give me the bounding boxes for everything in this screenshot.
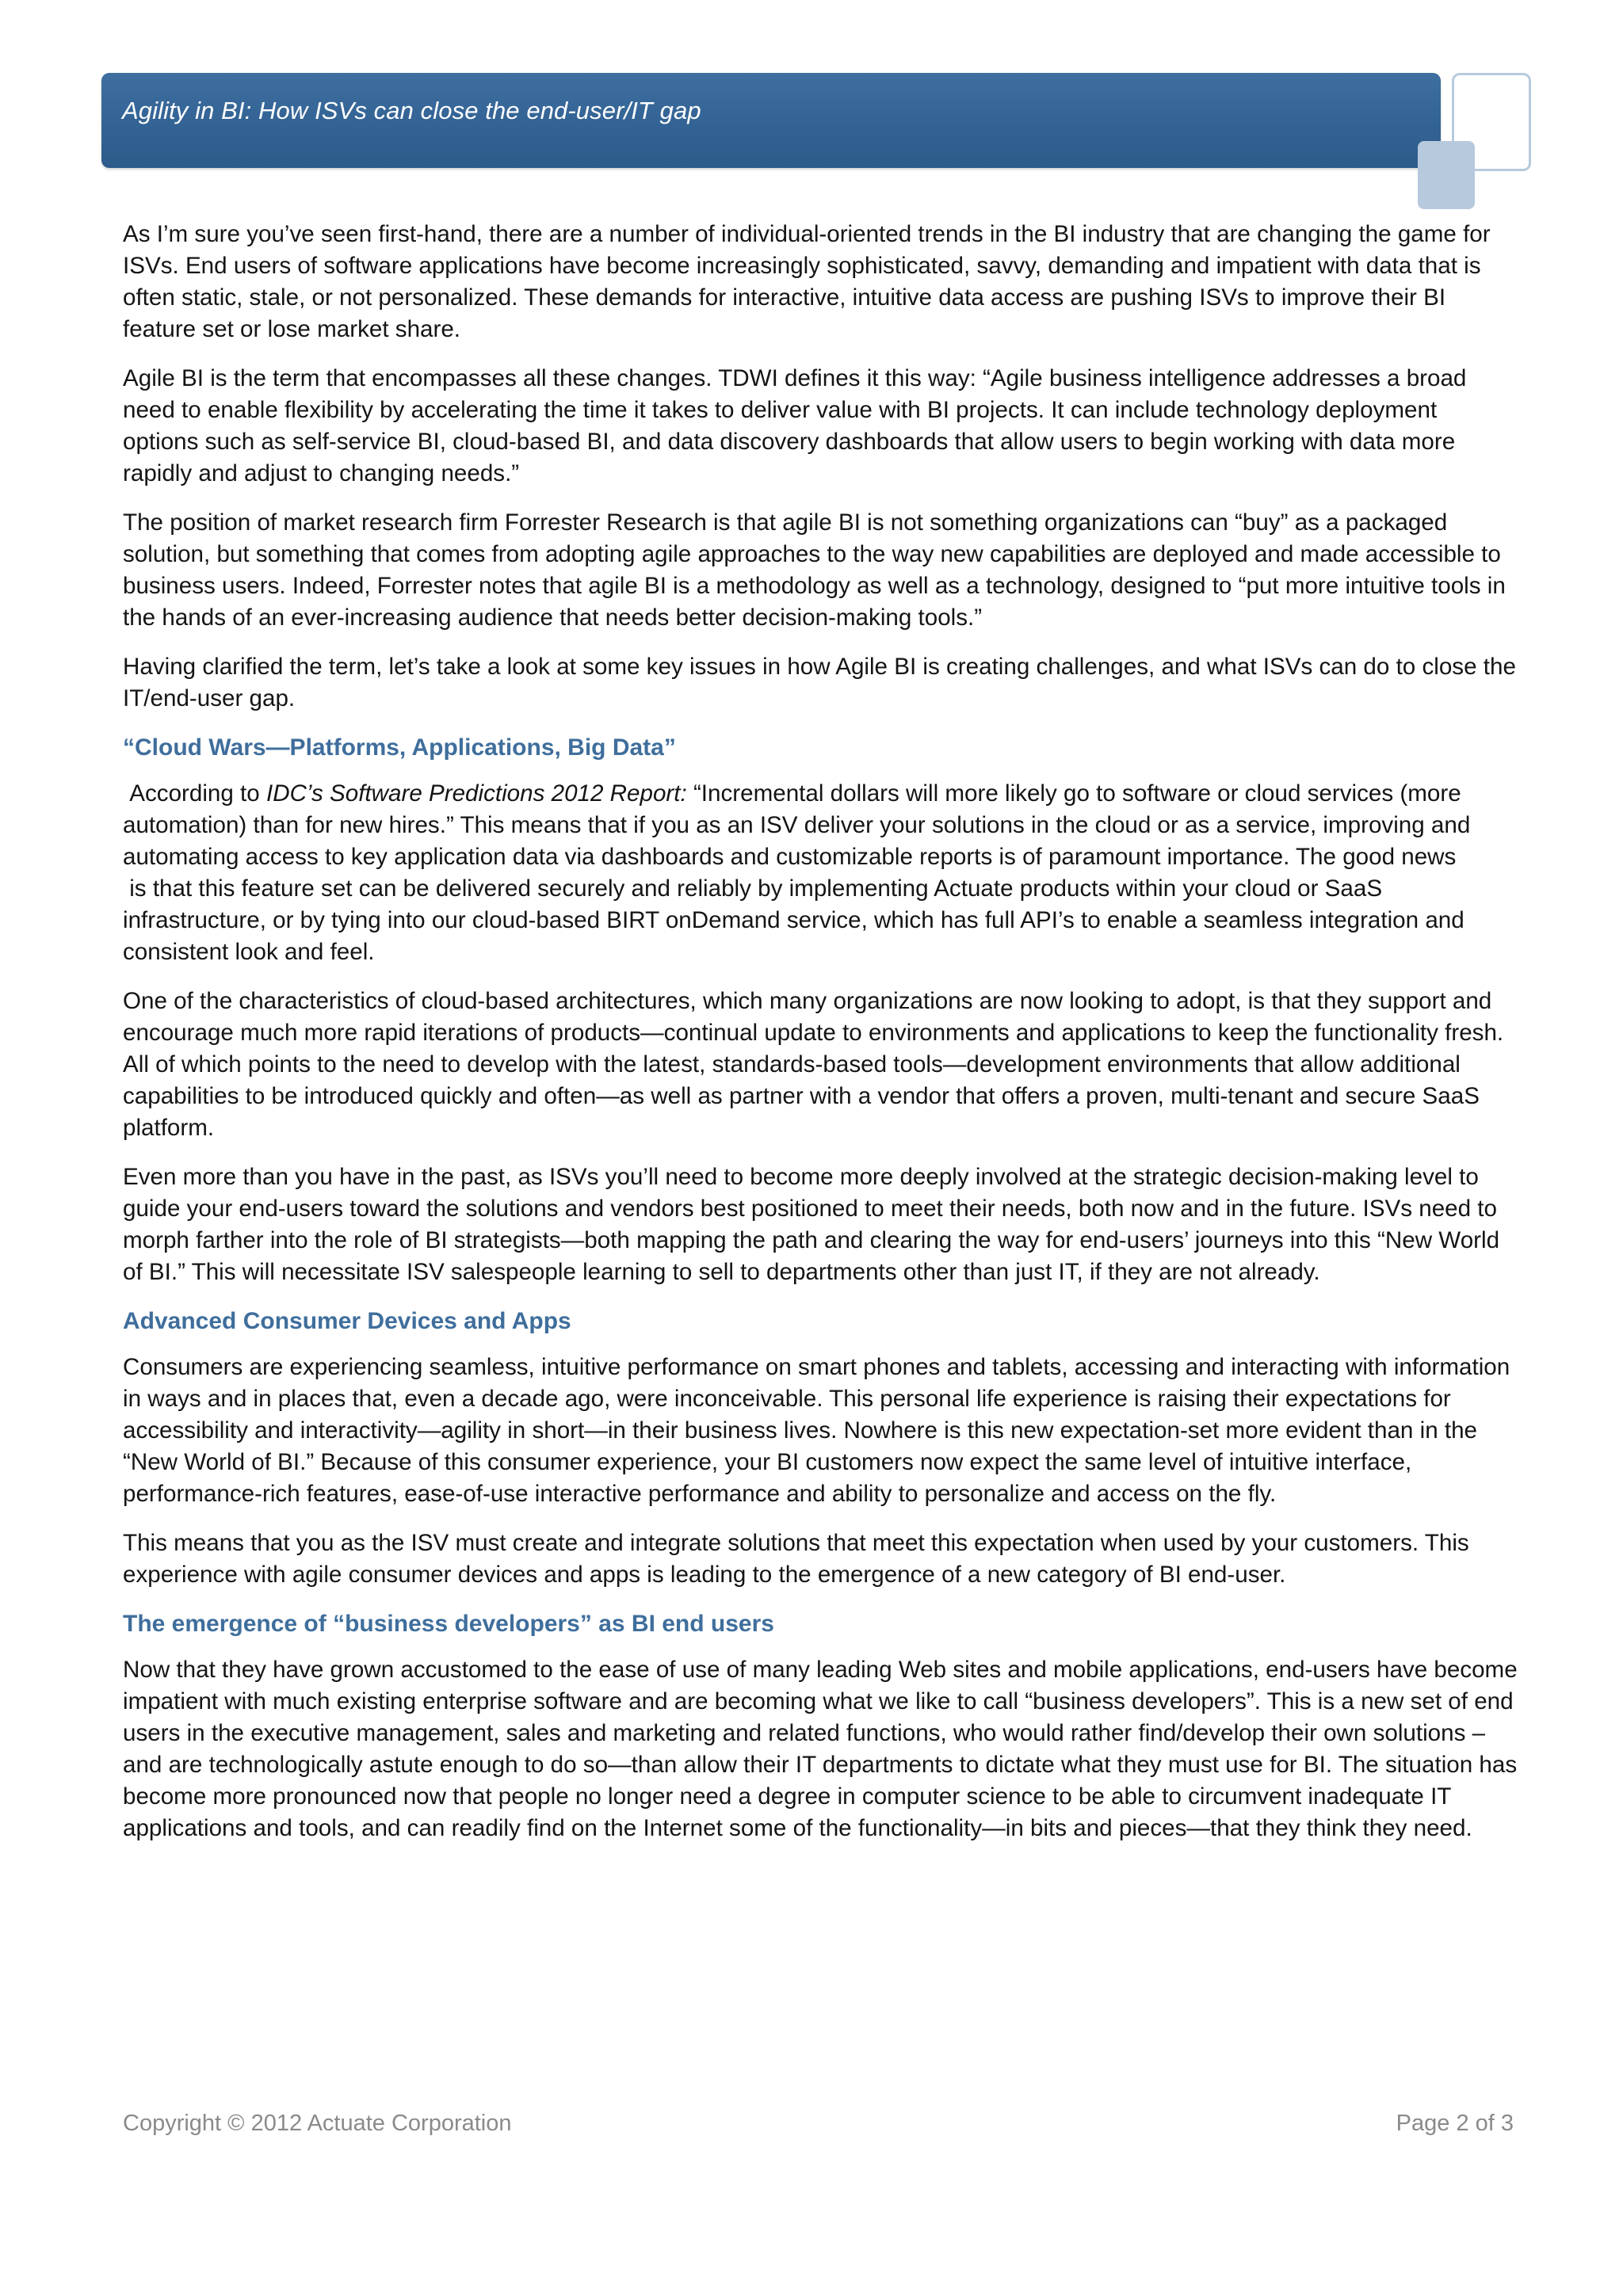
header-banner	[101, 73, 1441, 168]
document-title: Agility in BI: How ISVs can close the end-user/IT gap	[122, 97, 701, 124]
paragraph-agile-bi-definition: Agile BI is the term that encompasses all these changes. TDWI defines it this way: “Agile business intelligence addresses a broad need to enable flexibility by accelerating the time it takes to deliver value with BI projects. It can include technology deployment options such as self-service BI, cloud-based BI, and data discovery dashboards that allow users to begin working with data more rapidly and adjust to changing needs.”	[123, 365, 1467, 486]
footer-page-number: Page 2 of 3	[1396, 2111, 1514, 2136]
paragraph-forrester: The position of market research firm Forrester Research is that agile BI is not something organizations can “buy” as a packaged solution, but something that comes from adopting agile approaches to the way new capabilities are deployed and made accessible to business users. Indeed, Forrester notes that agile BI is a methodology as well as a technology, designed to “put more intuitive tools in the hands of an ever-increasing audience that needs better decision-making tools.”	[123, 509, 1506, 631]
idc-body-text: “Incremental dollars will more likely go to software or cloud services (more automation) than for new hires.” This means that if you as an ISV deliver your solutions in the cloud or as a service, improving and automating access to key application data via dashboards and customizable reports is of paramount importance. The good news	[123, 780, 1471, 870]
section-heading-business-developers: The emergence of “business developers” as BI end users	[123, 1611, 774, 1637]
section-heading-consumer-devices: Advanced Consumer Devices and Apps	[123, 1308, 571, 1334]
paragraph-transition: Having clarified the term, let’s take a look at some key issues in how Agile BI is creating challenges, and what ISVs can do to close the IT/end-user gap.	[123, 654, 1516, 711]
paragraph-idc	[123, 778, 1518, 873]
article-body	[123, 219, 1518, 1862]
section-heading-cloud-wars: “Cloud Wars—Platforms, Applications, Big Data”	[123, 734, 676, 761]
paragraph-intro: As I’m sure you’ve seen first-hand, there are a number of individual-oriented trends in the BI industry that are changing the game for ISVs. End users of software applications have become increasingly sophisticated, savvy, demanding and impatient with data that is often static, stale, or not personalized. These demands for interactive, intuitive data access are pushing ISVs to improve their BI feature set or lose market share.	[123, 221, 1491, 342]
paragraph-isv-expectation: This means that you as the ISV must create and integrate solutions that meet this expectation when used by your customers. This experience with agile consumer devices and apps is leading to the emergence of a new category of BI end-user.	[123, 1530, 1469, 1588]
decorative-filled-square	[1418, 141, 1475, 209]
idc-lead-text: According to	[129, 780, 266, 807]
paragraph-business-developers: Now that they have grown accustomed to the ease of use of many leading Web sites and mobile applications, end-users have become impatient with much existing enterprise software and are becoming what we like to call “business developers”. This is a new set of end users in the executive management, sales and marketing and related functions, who would rather find/develop their own solutions – and are technologically astute enough to do so—than allow their IT departments to dictate what they must use for BI. The situation has become more pronounced now that people no longer need a degree in computer science to be able to circumvent inadequate IT applications and tools, and can readily find on the Internet some of the functionality—in bits and pieces—that they think they need.	[123, 1657, 1518, 1841]
paragraph-isv-strategists: Even more than you have in the past, as ISVs you’ll need to become more deeply involved at the strategic decision-making level to guide your end-users toward the solutions and vendors best positioned to meet their needs, both now and in the future. ISVs need to morph farther into the role of BI strategists—both mapping the path and clearing the way for end-users’ journeys into this “New World of BI.” This will necessitate ISV salespeople learning to sell to departments other than just IT, if they are not already.	[123, 1164, 1500, 1285]
paragraph-cloud-architectures: One of the characteristics of cloud-based architectures, which many organizations are now looking to adopt, is that they support and encourage much more rapid iterations of products—continual update to environments and applications to keep the functionality fresh. All of which points to the need to develop with the latest, standards-based tools—development environments that allow additional capabilities to be introduced quickly and often—as well as partner with a vendor that offers a proven, multi-tenant and secure SaaS platform.	[123, 988, 1504, 1141]
paragraph-idc-continued	[123, 873, 1518, 968]
idc-continued-text: is that this feature set can be delivered securely and reliably by implementing Actuate products within your cloud or SaaS infrastructure, or by tying into our cloud-based BIRT onDemand service, which has full API’s to enable a seamless integration and consistent look and feel.	[123, 875, 1465, 965]
paragraph-consumer-experience: Consumers are experiencing seamless, intuitive performance on smart phones and tablets, accessing and interacting with information in ways and in places that, even a decade ago, were inconceivable. This personal life experience is raising their expectations for accessibility and interactivity—agility in short—in their business lives. Nowhere is this new expectation-set more evident than in the “New World of BI.” Because of this consumer experience, your BI customers now expect the same level of intuitive interface, performance-rich features, ease-of-use interactive performance and ability to personalize and access on the fly.	[123, 1354, 1510, 1507]
footer-copyright: Copyright © 2012 Actuate Corporation	[123, 2111, 512, 2136]
idc-report-title: IDC’s Software Predictions 2012 Report:	[265, 780, 687, 807]
